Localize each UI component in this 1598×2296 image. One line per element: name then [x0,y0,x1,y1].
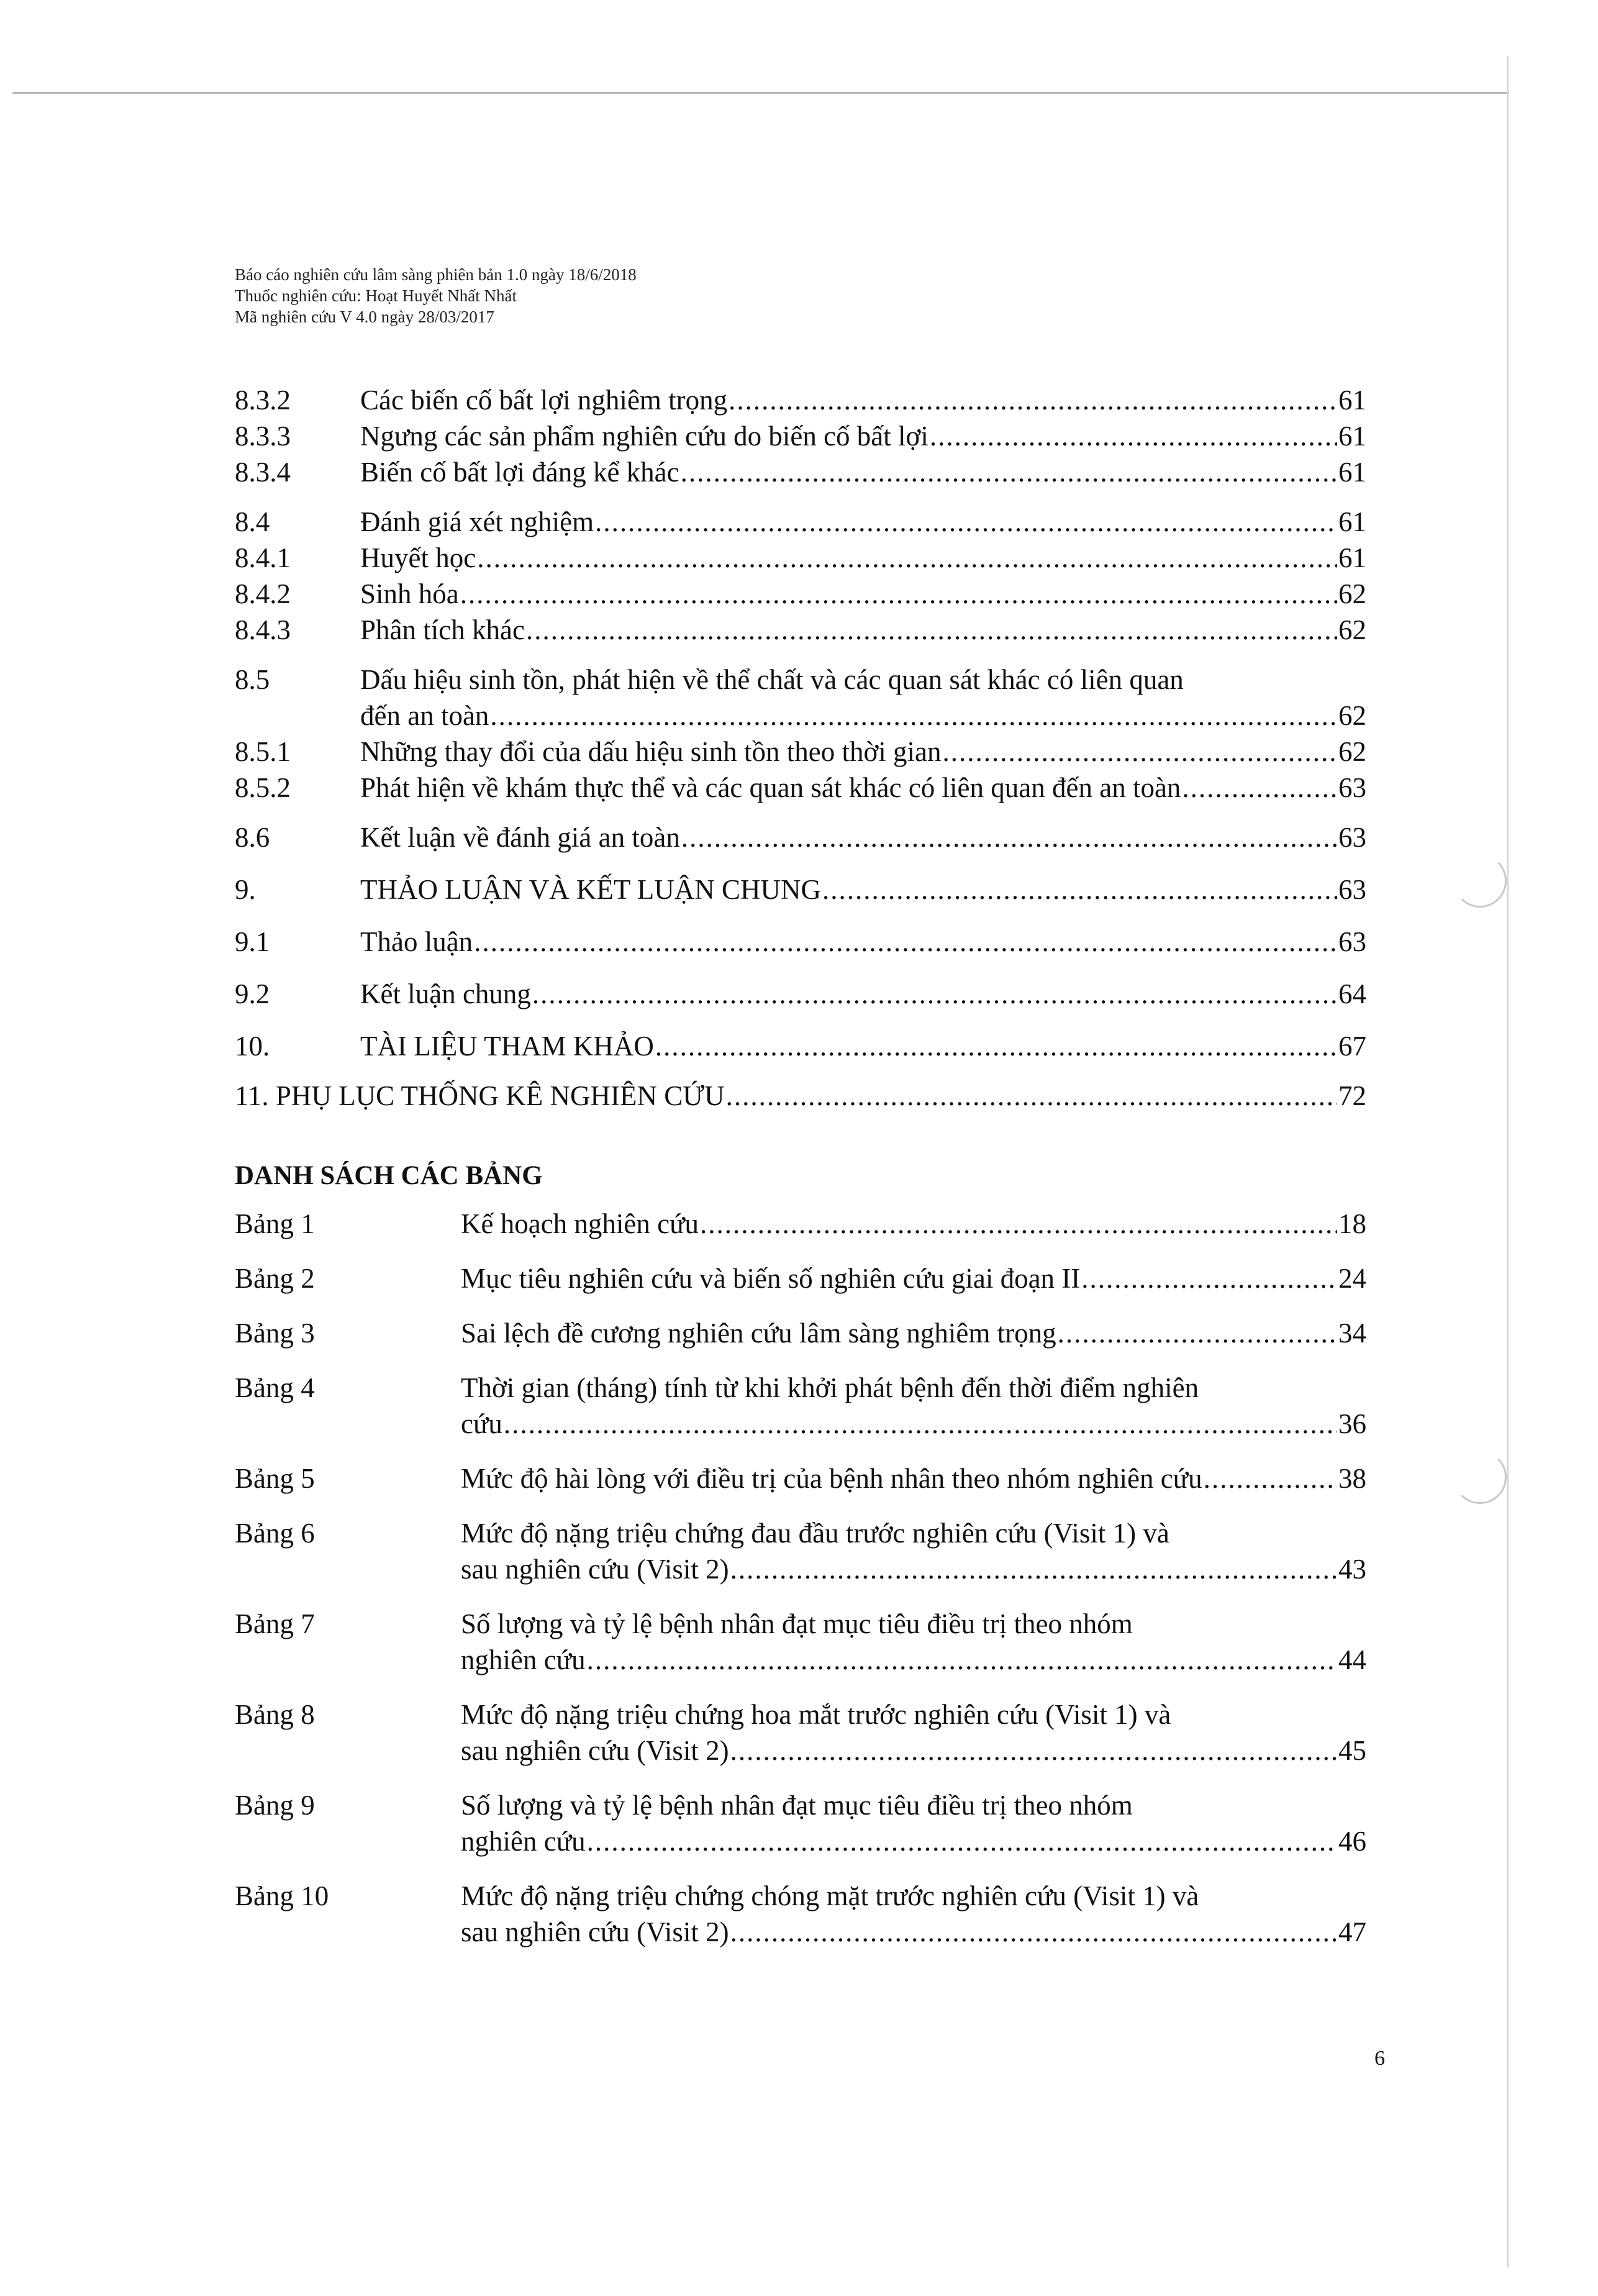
toc-title: Huyết học [360,542,476,573]
toc-entry[interactable] [235,540,1366,576]
toc-page: 61 [1338,457,1366,488]
toc-page: 63 [1338,926,1366,957]
table-page: 43 [1338,1554,1366,1585]
dot-leader [681,454,1337,490]
toc-title: Phân tích khác [360,614,525,645]
toc-number: 8.4.1 [235,542,291,573]
dot-leader [1182,770,1337,806]
toc-number: 8.6 [235,822,270,853]
dot-leader [700,1206,1337,1242]
toc-number: 9.1 [235,926,270,957]
table-list-entry[interactable] [235,1697,1366,1769]
table-title-line: cứu [461,1408,502,1439]
dot-leader [490,698,1337,734]
table-list-entry[interactable] [235,1515,1366,1587]
toc-title: Các biến cố bất lợi nghiêm trọng [360,385,728,416]
toc-entry[interactable] [235,976,1366,1012]
document-header [235,264,637,327]
table-title: Sai lệch đề cương nghiên cứu lâm sàng nghiêm trọng [461,1318,1056,1349]
dot-leader [587,1642,1337,1678]
toc-number: 10. [235,1031,270,1062]
table-number: Bảng 3 [235,1318,315,1349]
dot-leader [930,418,1337,454]
scan-edge-line [12,92,1509,94]
table-title-line: Số lượng và tỷ lệ bệnh nhân đạt mục tiêu điều trị theo nhóm [461,1790,1133,1821]
table-number: Bảng 6 [235,1518,315,1549]
table-title-line: sau nghiên cứu (Visit 2) [461,1916,729,1948]
table-list-entry[interactable] [235,1878,1366,1950]
toc-entry[interactable] [235,382,1366,418]
toc-number: 8.3.3 [235,421,291,452]
toc-page: 64 [1338,978,1366,1009]
dot-leader [595,504,1337,540]
toc-page: 61 [1338,506,1366,537]
table-title-line: nghiên cứu [461,1644,586,1675]
toc-number: 8.4 [235,506,270,537]
toc-title: TÀI LIỆU THAM KHẢO [360,1031,654,1062]
dot-leader [1204,1460,1337,1496]
table-title: Mục tiêu nghiên cứu và biến số nghiên cứu giai đoạn II [461,1263,1081,1294]
toc-number: 8.4.2 [235,578,291,609]
toc-entry[interactable] [235,734,1366,770]
toc-page: 61 [1338,542,1366,573]
toc-number: 8.3.2 [235,385,291,416]
table-title-line: Mức độ nặng triệu chứng chóng mặt trước nghiên cứu (Visit 1) và [461,1880,1199,1911]
table-title-line: nghiên cứu [461,1826,586,1857]
toc-page: 63 [1338,874,1366,905]
toc-number: 8.5 [235,664,270,695]
table-list-entry[interactable] [235,1787,1366,1859]
toc-page: 67 [1338,1031,1366,1062]
table-title-line: Mức độ nặng triệu chứng hoa mắt trước nghiên cứu (Visit 1) và [461,1699,1171,1730]
punch-hole-mark [1453,1451,1507,1504]
table-page: 18 [1338,1208,1366,1239]
table-number: Bảng 9 [235,1790,315,1821]
dot-leader [943,734,1337,770]
table-list-entry[interactable] [235,1260,1366,1296]
table-title-line: Thời gian (tháng) tính từ khi khởi phát bệnh đến thời điểm nghiên [461,1372,1199,1403]
dot-leader [822,872,1337,908]
dot-leader [730,1551,1337,1587]
dot-leader [1058,1315,1337,1351]
table-page: 46 [1338,1826,1366,1857]
dot-leader [587,1823,1337,1859]
table-number: Bảng 7 [235,1608,315,1639]
table-page: 44 [1338,1644,1366,1675]
table-page: 34 [1338,1318,1366,1349]
toc-entry[interactable] [235,819,1366,855]
toc-title: 11. PHỤ LỤC THỐNG KÊ NGHIÊN CỨU [235,1080,725,1111]
table-page: 38 [1338,1463,1366,1494]
dot-leader [532,976,1337,1012]
dot-leader [477,540,1337,576]
table-number: Bảng 10 [235,1880,329,1911]
toc-entry[interactable] [235,612,1366,648]
punch-hole-mark [1453,854,1507,908]
dot-leader [504,1406,1337,1442]
dot-leader [526,612,1337,648]
table-title: Kế hoạch nghiên cứu [461,1208,699,1239]
toc-title: Kết luận về đánh giá an toàn [360,822,680,853]
toc-entry[interactable] [235,924,1366,960]
toc-number: 8.4.3 [235,614,291,645]
toc-page: 62 [1338,736,1366,767]
toc-entry[interactable] [235,872,1366,908]
dot-leader [460,576,1337,612]
table-number: Bảng 1 [235,1208,315,1239]
table-list-entry[interactable] [235,1370,1366,1442]
dot-leader [681,819,1337,855]
table-list-entry[interactable] [235,1460,1366,1496]
header-line: Mã nghiên cứu V 4.0 ngày 28/03/2017 [235,308,494,326]
table-list-entry[interactable] [235,1315,1366,1351]
toc-page: 63 [1338,822,1366,853]
table-title: Mức độ hài lòng với điều trị của bệnh nhân theo nhóm nghiên cứu [461,1463,1202,1494]
toc-entry[interactable] [235,504,1366,540]
toc-page: 62 [1338,578,1366,609]
dot-leader [729,382,1337,418]
toc-title: Biến cố bất lợi đáng kể khác [360,457,679,488]
toc-entry[interactable] [235,454,1366,490]
toc-entry[interactable] [235,1078,1366,1114]
table-number: Bảng 5 [235,1463,315,1494]
toc-number: 8.3.4 [235,457,291,488]
toc-entry[interactable] [235,418,1366,454]
table-title-line: sau nghiên cứu (Visit 2) [461,1735,729,1766]
toc-page: 62 [1338,614,1366,645]
dot-leader [726,1078,1337,1114]
dot-leader [1081,1260,1337,1296]
table-page: 47 [1338,1916,1366,1948]
toc-page: 61 [1338,385,1366,416]
dot-leader [730,1914,1337,1950]
table-page: 45 [1338,1735,1366,1766]
table-page: 36 [1338,1408,1366,1439]
toc-title-line: đến an toàn [360,700,489,731]
toc-number: 9. [235,874,256,905]
toc-number: 9.2 [235,978,270,1009]
toc-title: Sinh hóa [360,578,459,609]
scan-right-edge [1507,56,1509,2267]
table-list-entry[interactable] [235,1206,1366,1242]
header-line: Thuốc nghiên cứu: Hoạt Huyết Nhất Nhất [235,286,517,305]
toc-title: Đánh giá xét nghiệm [360,506,594,537]
toc-title: Thảo luận [360,926,473,957]
toc-entry[interactable] [235,770,1366,806]
table-title-line: Số lượng và tỷ lệ bệnh nhân đạt mục tiêu điều trị theo nhóm [461,1608,1133,1639]
toc-title: Phát hiện về khám thực thể và các quan sát khác có liên quan đến an toàn [360,772,1181,803]
toc-number: 8.5.1 [235,736,291,767]
table-number: Bảng 2 [235,1263,315,1294]
toc-entry[interactable] [235,662,1366,734]
table-number: Bảng 8 [235,1699,315,1730]
table-list-entry[interactable] [235,1606,1366,1678]
toc-title: Ngưng các sản phẩm nghiên cứu do biến cố bất lợi [360,421,928,452]
toc-title: Kết luận chung [360,978,531,1009]
toc-title: THẢO LUẬN VÀ KẾT LUẬN CHUNG [360,874,822,905]
table-page: 24 [1338,1263,1366,1294]
dot-leader [730,1733,1337,1769]
toc-entry[interactable] [235,576,1366,612]
toc-entry[interactable] [235,1028,1366,1064]
header-line: Báo cáo nghiên cứu lâm sàng phiên bản 1.0 ngày 18/6/2018 [235,265,637,284]
toc-page: 61 [1338,421,1366,452]
dot-leader [655,1028,1337,1064]
table-title-line: Mức độ nặng triệu chứng đau đầu trước nghiên cứu (Visit 1) và [461,1518,1169,1549]
toc-page: 72 [1338,1080,1366,1111]
table-title-line: sau nghiên cứu (Visit 2) [461,1554,729,1585]
table-of-contents [235,382,1366,1950]
dot-leader [474,924,1337,960]
tables-section-title: DANH SÁCH CÁC BẢNG [235,1161,543,1190]
page-number: 6 [1374,2047,1385,2070]
toc-number: 8.5.2 [235,772,291,803]
toc-page: 62 [1338,700,1366,731]
toc-page: 63 [1338,772,1366,803]
toc-title: Những thay đổi của dấu hiệu sinh tồn theo thời gian [360,736,942,767]
toc-title-line: Dấu hiệu sinh tồn, phát hiện về thể chất và các quan sát khác có liên quan [360,664,1184,695]
table-number: Bảng 4 [235,1372,315,1403]
